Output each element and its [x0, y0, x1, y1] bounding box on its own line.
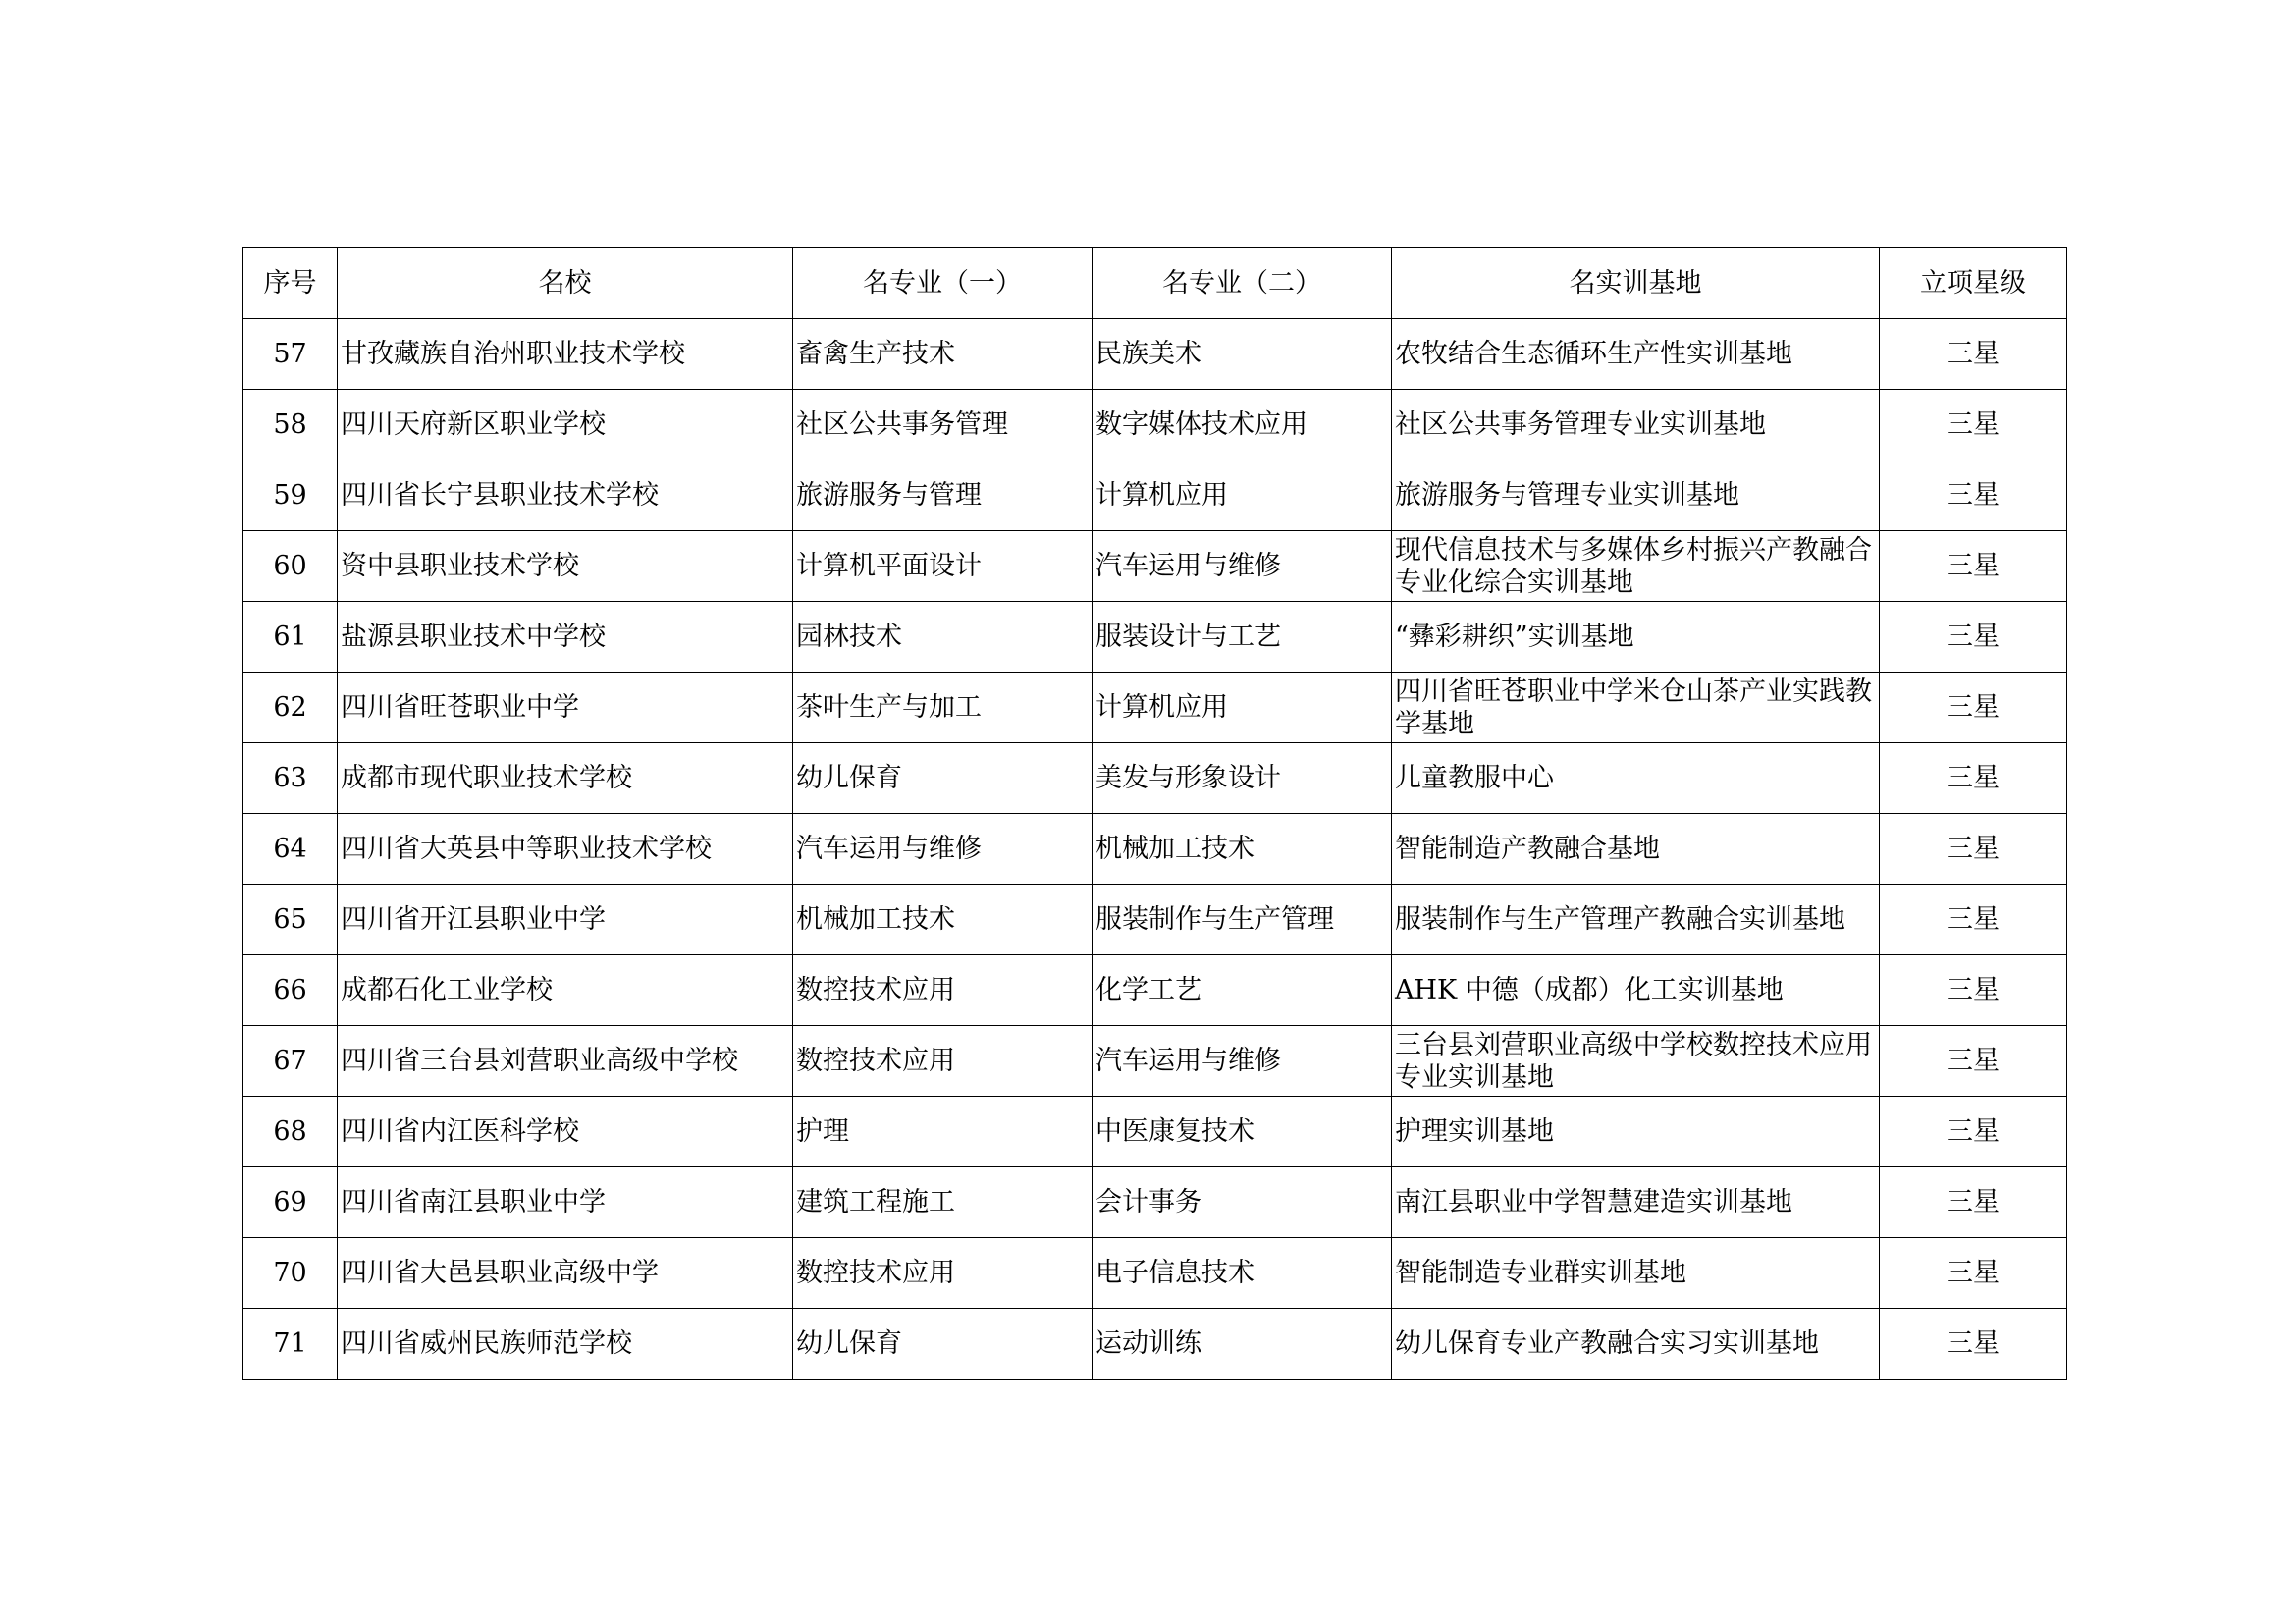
cell-major-1: 护理 [793, 1097, 1093, 1167]
cell-number: 66 [243, 955, 338, 1026]
cell-training-base: 南江县职业中学智慧建造实训基地 [1392, 1167, 1880, 1238]
cell-major-2: 服装制作与生产管理 [1093, 885, 1392, 955]
header-major-1: 名专业（一） [793, 248, 1093, 319]
table-row [243, 531, 2067, 602]
cell-star-level: 三星 [1880, 673, 2067, 743]
header-star-level: 立项星级 [1880, 248, 2067, 319]
table-row [243, 1097, 2067, 1167]
cell-number: 71 [243, 1309, 338, 1380]
cell-star-level: 三星 [1880, 531, 2067, 602]
cell-number: 58 [243, 390, 338, 460]
cell-major-2: 民族美术 [1093, 319, 1392, 390]
table-row [243, 955, 2067, 1026]
cell-star-level: 三星 [1880, 390, 2067, 460]
cell-major-2: 机械加工技术 [1093, 814, 1392, 885]
cell-training-base: 三台县刘营职业高级中学校数控技术应用专业实训基地 [1392, 1026, 1880, 1097]
header-training-base: 名实训基地 [1392, 248, 1880, 319]
cell-number: 70 [243, 1238, 338, 1309]
table-row [243, 673, 2067, 743]
cell-major-2: 汽车运用与维修 [1093, 531, 1392, 602]
table-row [243, 743, 2067, 814]
cell-major-1: 幼儿保育 [793, 743, 1093, 814]
cell-school: 成都石化工业学校 [338, 955, 793, 1026]
cell-school: 四川省开江县职业中学 [338, 885, 793, 955]
cell-major-2: 数字媒体技术应用 [1093, 390, 1392, 460]
cell-number: 59 [243, 460, 338, 531]
cell-school: 四川省南江县职业中学 [338, 1167, 793, 1238]
cell-school: 四川省大邑县职业高级中学 [338, 1238, 793, 1309]
table-body [243, 319, 2067, 1380]
cell-school: 四川省大英县中等职业技术学校 [338, 814, 793, 885]
cell-school: 四川省长宁县职业技术学校 [338, 460, 793, 531]
cell-major-2: 中医康复技术 [1093, 1097, 1392, 1167]
cell-major-1: 汽车运用与维修 [793, 814, 1093, 885]
cell-training-base: 现代信息技术与多媒体乡村振兴产教融合专业化综合实训基地 [1392, 531, 1880, 602]
cell-major-1: 幼儿保育 [793, 1309, 1093, 1380]
cell-major-1: 畜禽生产技术 [793, 319, 1093, 390]
table-row [243, 602, 2067, 673]
cell-major-1: 建筑工程施工 [793, 1167, 1093, 1238]
table-row [243, 1309, 2067, 1380]
cell-major-1: 园林技术 [793, 602, 1093, 673]
cell-school: 四川省三台县刘营职业高级中学校 [338, 1026, 793, 1097]
cell-number: 63 [243, 743, 338, 814]
cell-number: 65 [243, 885, 338, 955]
cell-major-1: 计算机平面设计 [793, 531, 1093, 602]
cell-major-1: 数控技术应用 [793, 955, 1093, 1026]
cell-star-level: 三星 [1880, 1167, 2067, 1238]
table-row [243, 1167, 2067, 1238]
cell-star-level: 三星 [1880, 743, 2067, 814]
cell-training-base: 护理实训基地 [1392, 1097, 1880, 1167]
cell-training-base: “彝彩耕织”实训基地 [1392, 602, 1880, 673]
cell-major-2: 化学工艺 [1093, 955, 1392, 1026]
cell-major-2: 运动训练 [1093, 1309, 1392, 1380]
cell-training-base: 社区公共事务管理专业实训基地 [1392, 390, 1880, 460]
cell-training-base: 智能制造产教融合基地 [1392, 814, 1880, 885]
cell-major-2: 计算机应用 [1093, 673, 1392, 743]
cell-number: 68 [243, 1097, 338, 1167]
cell-star-level: 三星 [1880, 885, 2067, 955]
cell-training-base: 幼儿保育专业产教融合实习实训基地 [1392, 1309, 1880, 1380]
cell-training-base: 四川省旺苍职业中学米仓山茶产业实践教学基地 [1392, 673, 1880, 743]
cell-star-level: 三星 [1880, 1238, 2067, 1309]
cell-major-2: 计算机应用 [1093, 460, 1392, 531]
table-row [243, 885, 2067, 955]
cell-major-1: 数控技术应用 [793, 1238, 1093, 1309]
cell-school: 四川省威州民族师范学校 [338, 1309, 793, 1380]
table-header-row [243, 248, 2067, 319]
cell-major-1: 旅游服务与管理 [793, 460, 1093, 531]
cell-star-level: 三星 [1880, 1026, 2067, 1097]
table-row [243, 460, 2067, 531]
header-major-2: 名专业（二） [1093, 248, 1392, 319]
cell-number: 67 [243, 1026, 338, 1097]
cell-major-2: 会计事务 [1093, 1167, 1392, 1238]
cell-star-level: 三星 [1880, 602, 2067, 673]
cell-school: 资中县职业技术学校 [338, 531, 793, 602]
cell-major-1: 机械加工技术 [793, 885, 1093, 955]
table-row [243, 1238, 2067, 1309]
cell-school: 盐源县职业技术中学校 [338, 602, 793, 673]
cell-number: 57 [243, 319, 338, 390]
cell-star-level: 三星 [1880, 814, 2067, 885]
cell-major-1: 社区公共事务管理 [793, 390, 1093, 460]
table-row [243, 319, 2067, 390]
cell-number: 69 [243, 1167, 338, 1238]
cell-training-base: 儿童教服中心 [1392, 743, 1880, 814]
cell-school: 四川天府新区职业学校 [338, 390, 793, 460]
cell-school: 四川省内江医科学校 [338, 1097, 793, 1167]
cell-star-level: 三星 [1880, 460, 2067, 531]
cell-training-base: 旅游服务与管理专业实训基地 [1392, 460, 1880, 531]
cell-number: 61 [243, 602, 338, 673]
header-school: 名校 [338, 248, 793, 319]
table-row [243, 1026, 2067, 1097]
cell-star-level: 三星 [1880, 319, 2067, 390]
cell-number: 62 [243, 673, 338, 743]
cell-school: 四川省旺苍职业中学 [338, 673, 793, 743]
cell-training-base: 农牧结合生态循环生产性实训基地 [1392, 319, 1880, 390]
table-row [243, 814, 2067, 885]
cell-major-2: 电子信息技术 [1093, 1238, 1392, 1309]
cell-training-base: 服装制作与生产管理产教融合实训基地 [1392, 885, 1880, 955]
cell-number: 60 [243, 531, 338, 602]
header-number: 序号 [243, 248, 338, 319]
cell-major-2: 美发与形象设计 [1093, 743, 1392, 814]
cell-major-2: 服装设计与工艺 [1093, 602, 1392, 673]
table-row [243, 390, 2067, 460]
cell-major-1: 茶叶生产与加工 [793, 673, 1093, 743]
cell-school: 成都市现代职业技术学校 [338, 743, 793, 814]
cell-number: 64 [243, 814, 338, 885]
cell-star-level: 三星 [1880, 1309, 2067, 1380]
cell-training-base: AHK 中德（成都）化工实训基地 [1392, 955, 1880, 1026]
cell-training-base: 智能制造专业群实训基地 [1392, 1238, 1880, 1309]
cell-major-1: 数控技术应用 [793, 1026, 1093, 1097]
cell-star-level: 三星 [1880, 955, 2067, 1026]
cell-star-level: 三星 [1880, 1097, 2067, 1167]
project-list-table [242, 247, 2067, 1380]
cell-major-2: 汽车运用与维修 [1093, 1026, 1392, 1097]
cell-school: 甘孜藏族自治州职业技术学校 [338, 319, 793, 390]
